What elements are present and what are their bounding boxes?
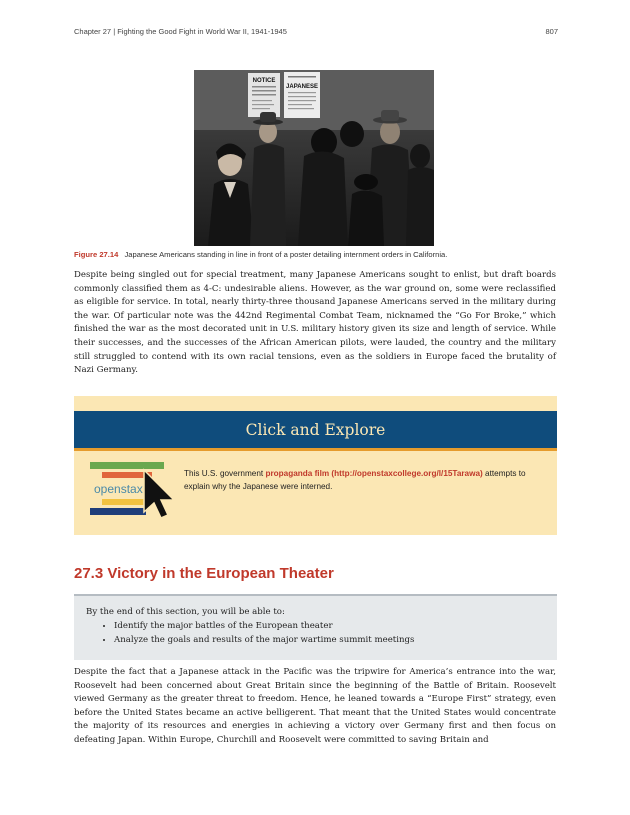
objective-item: • Identify the major battles of the European theater [114,620,414,634]
chapter-title: Chapter 27 | Fighting the Good Fight in World War II, 1941-1945 [74,27,287,36]
learning-objectives [74,594,557,660]
feature-description [184,467,544,493]
objectives-intro: By the end of this section, you will be able to: [86,607,285,617]
feature-text-before: This U.S. government [184,469,266,478]
figure-caption [74,250,558,259]
objective-item: • Analyze the goals and results of the major wartime summit meetings [114,634,414,648]
feature-title: Click and Explore [245,420,386,439]
body-paragraph-1: Despite being singled out for special treatment, many Japanese Americans sought to enlist, but draft boards commonly classified them as 4-C: undesirable aliens. However, as the war ground on, some were reclassified as eligible for service. In total, nearly thirty-three thousand Japanese Americans served in the military during the war. Of particular note was the 442nd Regimental Combat Team, nicknamed the “Go For Broke,” which finished the war as the most decorated unit in U.S. military history given its size and length of service. While their successes, and the successes of the African American pilots, were lauded, the country and the military still struggled to contend with its own racial tensions, even as the soldiers in Europe faced the brutality of Nazi Germany. [74,270,556,376]
figure-caption-text: Japanese Americans standing in line in front of a poster detailing internment orders in California. [124,250,448,259]
poster-japanese-text: JAPANESE [286,84,318,90]
poster-notice-text: NOTICE [252,78,276,84]
feature-title-band [74,411,557,451]
feature-top-strip [74,396,557,411]
click-and-explore-box [74,396,557,535]
objectives-list [96,620,414,647]
openstax-cursor-logo [88,460,178,520]
japanese-poster [284,72,320,118]
section-heading: 27.3 Victory in the European Theater [74,565,334,582]
figure-label: Figure 27.14 [74,250,119,259]
cursor-arrow-icon [144,470,174,518]
propaganda-film-link[interactable]: propaganda film (http://openstaxcollege.org/l/15Tarawa) [265,469,483,478]
openstax-wordmark: openstax [94,482,143,496]
figure-photo [194,70,434,246]
body-paragraph-2: Despite the fact that a Japanese attack in the Pacific was the tripwire for America’s entrance into the war, Roosevelt had been concerned about Great Britain since the beginning of the Battle of Britain. Roosevelt viewed Germany as the greater threat to freedom. Hence, he leaned towards a “Europe First” strategy, even before the United States became an active belligerent. That meant that the United States would concentrate the majority of its resources and energies in achieving a victory over Germany first and then focus on defeating Japan. Within Europe, Churchill and Roosevelt were committed to saving Britain and [74,667,556,745]
running-head [74,27,558,36]
notice-poster [248,73,280,117]
page-number: 807 [545,27,558,36]
feature-text-after: attempts to explain why the Japanese were interned. [184,469,526,491]
